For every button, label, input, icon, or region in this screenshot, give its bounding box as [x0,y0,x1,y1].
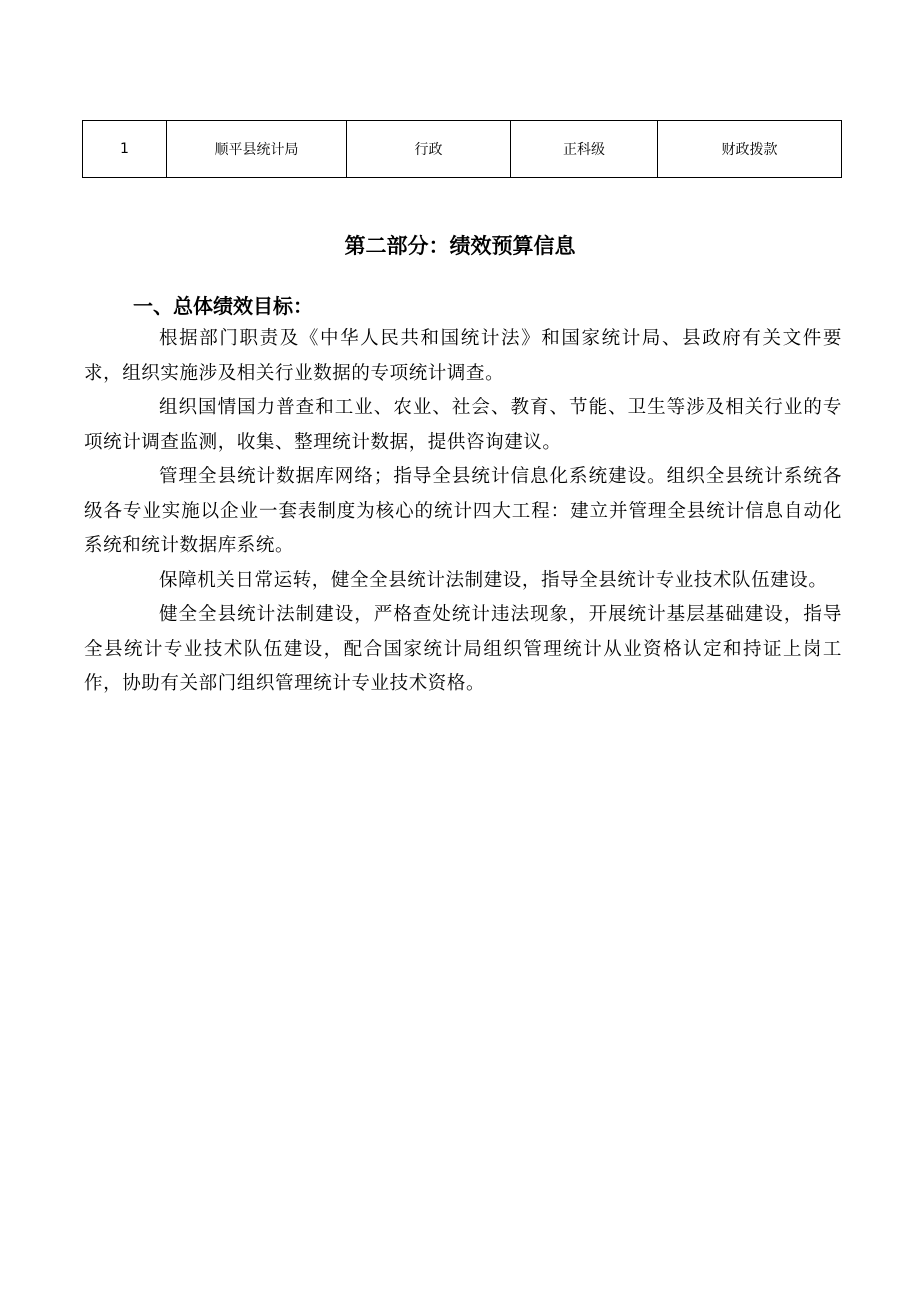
paragraph: 健全全县统计法制建设，严格查处统计违法现象，开展统计基层基础建设，指导全县统计专业技术队伍建设，配合国家统计局组织管理统计从业资格认定和持证上岗工作，协助有关部门组织管理统计专业技术资格。 [84,604,842,694]
paragraph: 管理全县统计数据库网络；指导全县统计信息化系统建设。组织全县统计系统各级各专业实施以企业一套表制度为核心的统计四大工程：建立并管理全县统计信息自动化系统和统计数据库系统。 [84,466,842,556]
sub-heading: 一、总体绩效目标： [133,294,313,318]
table-cell-unit-name: 顺平县统计局 [167,121,347,178]
unit-info-table [82,120,842,178]
paragraph: 根据部门职责及《中华人民共和国统计法》和国家统计局、县政府有关文件要求，组织实施涉及相关行业数据的专项统计调查。 [84,328,842,384]
table-cell-unit-type: 行政 [347,121,511,178]
table-cell-index: 1 [83,121,167,178]
table-cell-level: 正科级 [511,121,658,178]
paragraph: 保障机关日常运转，健全全县统计法制建设，指导全县统计专业技术队伍建设。 [159,569,828,591]
body-text [84,322,842,702]
table-cell-funding: 财政拨款 [658,121,842,178]
section-title: 第二部分：绩效预算信息 [344,234,576,258]
table-row [83,121,842,178]
paragraph: 组织国情国力普查和工业、农业、社会、教育、节能、卫生等涉及相关行业的专项统计调查监测，收集、整理统计数据，提供咨询建议。 [84,397,842,453]
